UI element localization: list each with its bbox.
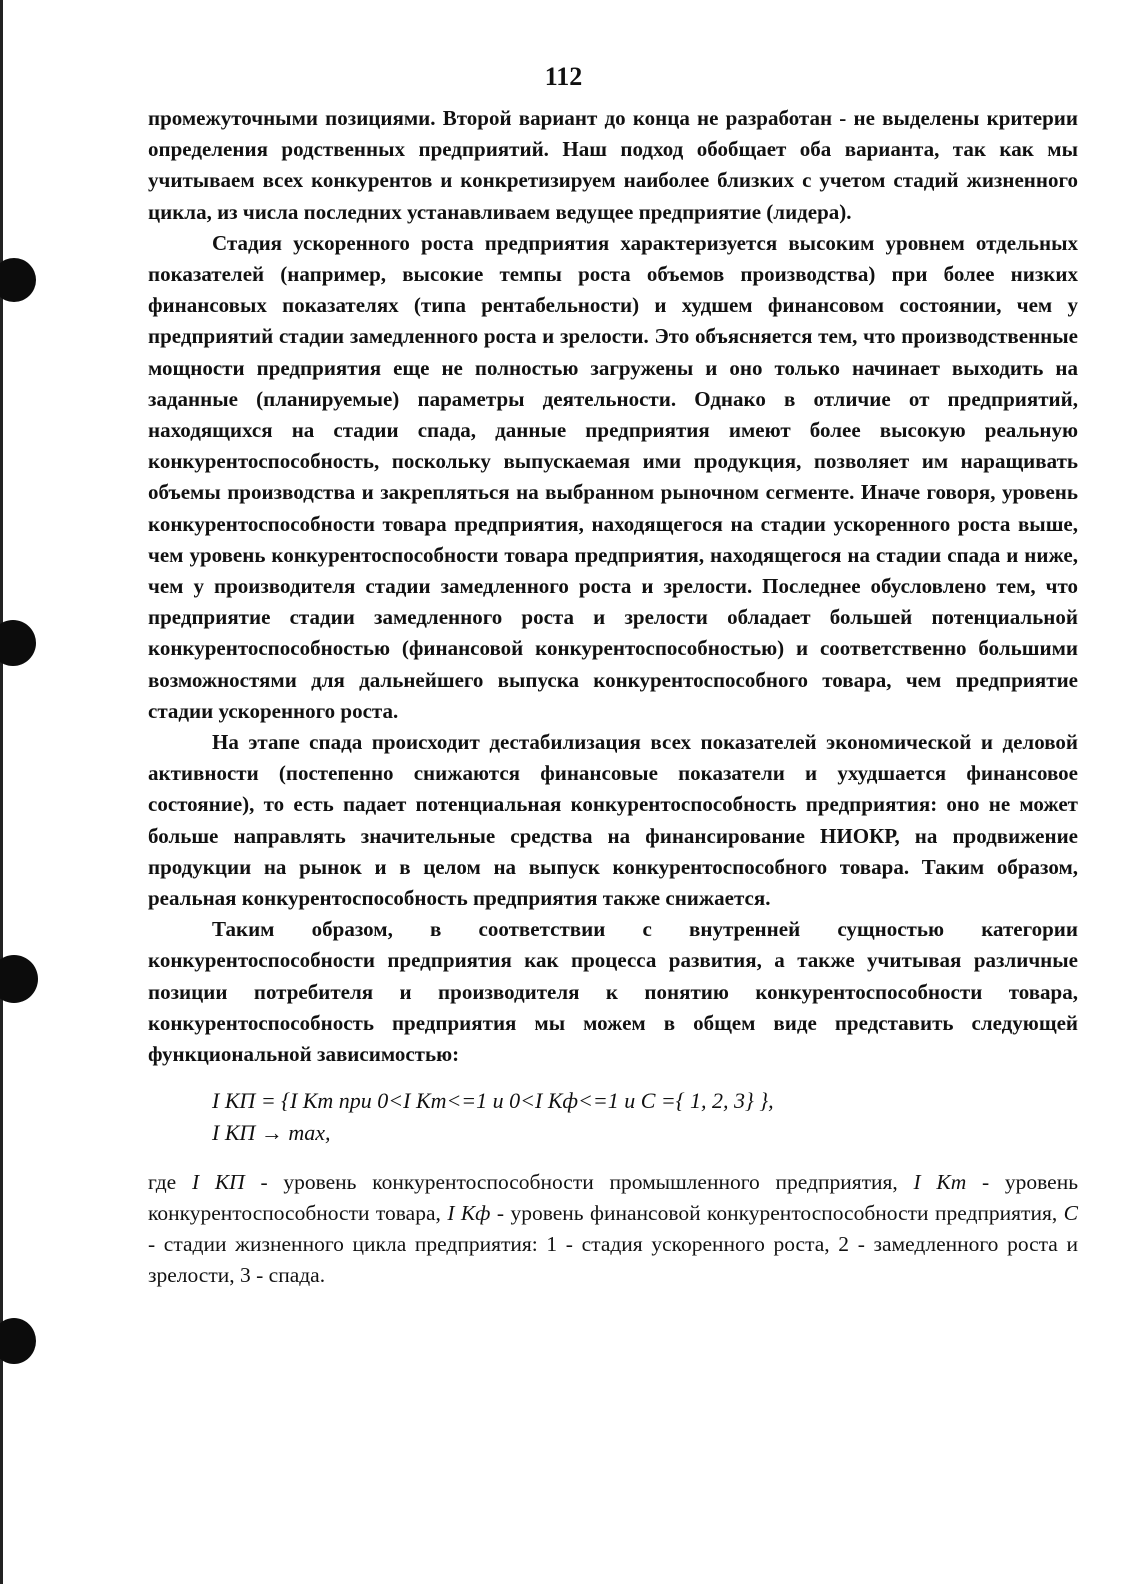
punch-hole-mark <box>0 955 38 1003</box>
formula <box>148 1085 1078 1149</box>
legend-term: I Кт <box>913 1170 967 1195</box>
legend-term: I Кф <box>447 1201 491 1226</box>
page-body <box>148 103 1078 1291</box>
punch-hole-mark <box>0 258 36 302</box>
paragraph: На этапе спада происходит дестабилизация всех показателей экономической и деловой активности (постепенно снижаются финансовые показатели и ухудшается финансовое состояние), то есть падает потенциальная конкурентоспособность предприятия: оно не может больше направлять значительные средства на финансирование НИОКР, на продвижение продукции на рынок и в целом на выпуск конкурентоспособного товара. Таким образом, реальная конкурентоспособность предприятия также снижается. <box>148 730 1078 911</box>
page-number: 112 <box>544 62 583 91</box>
paragraph: промежуточными позициями. Второй вариант до конца не разработан - не выделены критерии определения родственных предприятий. Наш подход обобщает оба варианта, так как мы учитываем всех конкурентов и конкретизируем наиболее близких с учетом стадий жизненного цикла, из числа последних устанавливаем ведущее предприятие (лидера). <box>148 106 1078 224</box>
paragraph: Таким образом, в соответствии с внутренней сущностью категории конкурентоспособности предприятия как процесса развития, а также учитывая различные позиции потребителя и производителя к понятию конкурентоспособности товара, конкурентоспособность предприятия мы можем в общем виде представить следующей функциональной зависимостью: <box>148 917 1078 1067</box>
formula-line: I КП = {I Кт при 0<I Кт<=1 и 0<I Кф<=1 и С ={ 1, 2, 3} }, <box>212 1088 774 1114</box>
legend-term: С <box>1063 1201 1078 1226</box>
formula-legend <box>148 1167 1078 1291</box>
legend-definition: - стадии жизненного цикла предприятия: 1 - стадия ускоренного роста, 2 - замедленного роста и зрелости, 3 - спада. <box>148 1232 1078 1288</box>
punch-hole-mark <box>0 620 36 666</box>
legend-definition: - уровень конкурентоспособности промышленного предприятия, <box>244 1170 914 1195</box>
paragraph: Стадия ускоренного роста предприятия характеризуется высоким уровнем отдельных показателей (например, высокие темпы роста объемов производства) при более низких финансовых показателях (типа рентабельности) и худшем финансовом состоянии, чем у предприятий стадии замедленного роста и зрелости. Это объясняется тем, что производственные мощности предприятия еще не полностью загружены и оно только начинает выходить на заданные (планируемые) параметры деятельности. Однако в отличие от предприятий, находящихся на стадии спада, данные предприятия имеют более высокую реальную конкурентоспособность, поскольку выпускаемая ими продукция, позволяет им наращивать объемы производства и закрепляться на выбранном рыночном сегменте. Иначе говоря, уровень конкурентоспособности товара предприятия, находящегося на стадии ускоренного роста выше, чем уровень конкурентоспособности товара предприятия, находящегося на стадии спада и ниже, чем у производителя стадии замедленного роста и зрелости. Последнее обусловлено тем, что предприятие стадии замедленного роста и зрелости обладает большей потенциальной конкурентоспособностью (финансовой конкурентоспособностью) и соответственно большими возможностями для дальнейшего выпуска конкурентоспособного товара, чем предприятие стадии ускоренного роста. <box>148 230 1078 723</box>
formula-line: I КП → max, <box>212 1120 331 1146</box>
legend-term: I КП <box>191 1170 245 1195</box>
legend-where: где <box>148 1170 192 1195</box>
punch-hole-mark <box>0 1318 36 1364</box>
legend-definition: - уровень конкурентоспособности товара, <box>148 1170 1079 1226</box>
legend-definition: - уровень финансовой конкурентоспособности предприятия, <box>490 1201 1064 1226</box>
